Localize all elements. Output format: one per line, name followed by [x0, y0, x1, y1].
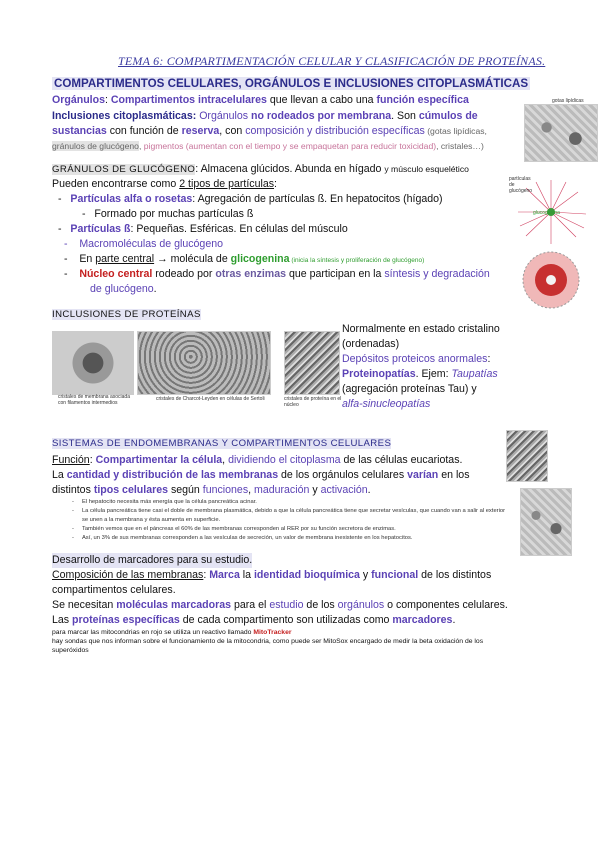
text: o componentes celulares. [384, 599, 508, 611]
bullet-dash: - [64, 268, 68, 280]
text: , con [219, 125, 246, 137]
image-caption: cristales de Charcot-Leyden en células de Sertoli [156, 396, 265, 402]
text: hay sondas que nos informan sobre el funcionamiento de la mitocondria, como puede ser MitoSox encargado de medir la beta oxidación de los [52, 638, 484, 645]
text: cúmulos de [418, 110, 478, 122]
text: sustancias [52, 125, 107, 137]
text: Marca [209, 569, 240, 581]
text: (gotas lipídicas, [424, 126, 487, 136]
text: según [168, 484, 203, 496]
text: Partículas alfa o rosetas [70, 193, 193, 205]
text: : Agregación de partículas ß. En hepatocitos (hígado) [192, 193, 443, 205]
text: glicogenina [230, 253, 290, 265]
text: : Pequeñas. Esféricas. En células del músculo [130, 223, 348, 235]
bullet-beta [58, 222, 348, 237]
bullet-dash: - [64, 238, 68, 250]
text: superóxidos [52, 647, 89, 654]
text: . [452, 614, 456, 626]
marcadores-label: Desarrollo de marcadores para su estudio. [52, 554, 253, 566]
text: Composición de las membranas [52, 569, 204, 581]
text: (inicia la síntesis y proliferación de glucógeno) [289, 257, 425, 264]
text: (ordenadas) [342, 338, 400, 350]
text: de los [303, 599, 338, 611]
text: Núcleo central [79, 268, 153, 280]
image-caption: cristales de membrana asociada con filamentos intermedios [58, 394, 130, 406]
text: moléculas marcadoras [116, 599, 232, 611]
text: Depósitos proteicos anormales [342, 353, 488, 365]
figure-label: glucogenina [533, 210, 560, 216]
text: La célula pancreática tiene casi el doble de membrana plasmática, debido a que la célula pancreática tiene que secretar vesículas, que cuando van a salir al exterior se unen a la membrana y ésta aumenta en superficie. [81, 508, 506, 523]
text: , cristales…) [436, 141, 484, 151]
text: de los orgánulos celulares [278, 469, 408, 481]
text: : [203, 569, 210, 581]
text: Partículas ß [70, 223, 131, 235]
bullet-parte-central [64, 252, 424, 268]
glucogeno-label: GRÁNULOS DE GLUCÓGENO [52, 164, 196, 175]
note-item: - Así, un 3% de sus membranas corresponden a las vesículas de secreción, un valor de membrana inexistente en los hepatocitos. [72, 535, 413, 541]
text: y [359, 569, 372, 581]
text: También vemos que en el páncreas el 60% de las membranas corresponden al RER por su función secretora de enzimas. [81, 526, 396, 532]
text: : [487, 353, 491, 365]
text: . [367, 484, 371, 496]
text: identidad bioquímica [253, 569, 360, 581]
text: Proteinopatías [342, 368, 416, 380]
text: Pueden encontrarse como [52, 178, 180, 190]
text: . [153, 283, 157, 295]
marcadores-text [52, 568, 522, 628]
text: funcional [371, 569, 419, 581]
text: Normalmente en estado cristalino [342, 323, 500, 335]
text: pigmentos (aumentan con el tiempo y se empaquetan para reducir toxicidad) [143, 141, 437, 151]
text: para el [231, 599, 270, 611]
text: Función [52, 454, 90, 466]
text: de cada compartimento son utilizadas como [179, 614, 393, 626]
text: que participan en la [286, 268, 385, 280]
text: y [309, 484, 321, 496]
text: de glucógeno [90, 283, 154, 295]
text: reserva [181, 125, 220, 137]
note-item: - El hepatocito necesita más energía que la célula pancreática acinar. [72, 499, 257, 505]
text: dividiendo el citoplasma [228, 454, 341, 466]
text: de las células eucariotas. [340, 454, 463, 466]
text: síntesis y degradación [384, 268, 490, 280]
charcot-leyden-image [137, 331, 271, 395]
text: , [248, 484, 255, 496]
bullet-dash: - [82, 208, 86, 220]
text: la [239, 569, 254, 581]
text: En [79, 253, 96, 265]
text: de los distintos [418, 569, 492, 581]
text: , [222, 454, 229, 466]
page-title: TEMA 6: COMPARTIMENTACIÓN CELULAR Y CLASIFICACIÓN DE PROTEÍNAS. [118, 54, 546, 68]
text: funciones [202, 484, 249, 496]
text: . Son [391, 110, 419, 122]
text: : [104, 94, 108, 106]
text: y músculo esquelético [384, 164, 469, 174]
text: tipos celulares [93, 484, 168, 496]
text: alfa-sinucleopatías [342, 398, 431, 410]
text: MitoTracker [253, 629, 292, 636]
figure-label: partículas de glucógeno [509, 176, 533, 194]
endomembranas-text [52, 453, 512, 498]
bullet-dash: - [58, 223, 62, 235]
text: Se necesitan [52, 599, 117, 611]
text: rodeado por [152, 268, 216, 280]
text: no rodeados por membrana [251, 110, 392, 122]
text: Formado por muchas partículas ß [94, 208, 254, 220]
text: 2 tipos de partículas [179, 178, 275, 190]
bullet-alfa [58, 192, 443, 207]
text: Así, un 3% de sus membranas corresponden a las vesículas de secreción, un valor de membrana inexistente en los hepatocitos. [81, 535, 413, 541]
text: maduración [254, 484, 310, 496]
figure-label: gotas lipídicas [552, 98, 584, 104]
text: El hepatocito necesita más energía que la célula pancreática acinar. [81, 499, 257, 505]
text: . Ejem: [415, 368, 452, 380]
text: composición y distribución específicas [245, 125, 425, 137]
text: , [138, 141, 144, 151]
text: Macromoléculas de glucógeno [79, 238, 224, 250]
text: distintos [52, 484, 94, 496]
bullet-dash: - [64, 253, 68, 265]
text: orgánulos [337, 599, 385, 611]
text: marcadores [392, 614, 453, 626]
text: (agregación proteínas Tau) y [342, 383, 477, 395]
nuclear-crystal-image [284, 331, 340, 395]
text: → molécula de [154, 253, 231, 265]
text: que llevan a cabo una [266, 94, 377, 106]
marcadores-notes [52, 628, 532, 655]
text: parte central [95, 253, 155, 265]
text: compartimentos celulares. [52, 584, 176, 596]
text: Taupatías [451, 368, 498, 380]
hepatocyte-image [506, 430, 548, 482]
organulos-line [52, 93, 469, 108]
note-item: - La célula pancreática tiene casi el doble de membrana plasmática, debido a que la célula pancreática tiene que secretar vesículas, que cuando van a salir al exterior se unen a la membrana y ésta aumenta en superficie. [72, 507, 512, 525]
endomembranas-label: SISTEMAS DE ENDOMEMBRANAS Y COMPARTIMENTOS CELULARES [52, 438, 392, 449]
section-header-compartimentos: COMPARTIMENTOS CELULARES, ORGÁNULOS E INCLUSIONES CITOPLASMÁTICAS [54, 77, 529, 90]
text: Orgánulos [196, 110, 252, 122]
text: Compartimentos intracelulares [110, 94, 267, 106]
organulos-label: Orgánulos [52, 94, 105, 106]
lipid-droplets-image [524, 104, 598, 162]
text: : [89, 454, 96, 466]
text: Compartimentar la célula [95, 454, 223, 466]
text: Las [52, 614, 73, 626]
protein-crystal-image [52, 331, 134, 395]
text: función específica [376, 94, 469, 106]
text: activación [320, 484, 368, 496]
text: proteínas específicas [72, 614, 180, 626]
text: con función de [106, 125, 182, 137]
bullet-formado [82, 207, 253, 222]
text: cantidad y distribución de las membranas [66, 469, 279, 481]
text: gránulos de glucógeno [52, 141, 139, 151]
bullet-dash: - [58, 193, 62, 205]
text: : [274, 178, 277, 190]
inclusiones-label: Inclusiones citoplasmáticas: [52, 110, 197, 122]
text: estudio [269, 599, 304, 611]
image-caption: cristales de proteína en el núcleo [284, 396, 342, 408]
text: otras enzimas [215, 268, 287, 280]
pancreatic-cell-image [520, 488, 572, 556]
text: La [52, 469, 67, 481]
glucogeno-block [52, 162, 522, 192]
bullet-macro [64, 237, 223, 252]
endomembranas-notes [72, 498, 512, 543]
text: varían [407, 469, 439, 481]
text: para marcar las mitocondrias en rojo se utiliza un reactivo llamado [52, 629, 254, 636]
inclusiones-proteinas-label: INCLUSIONES DE PROTEÍNAS [52, 309, 201, 320]
note-item: - También vemos que en el páncreas el 60% de las membranas corresponden al RER por su función secretora de enzimas. [72, 526, 396, 532]
text: en los [438, 469, 470, 481]
text: : Almacena glúcidos. Abunda en hígado [195, 163, 385, 175]
inclusiones-proteinas-text [342, 322, 522, 412]
bullet-nucleo [64, 267, 524, 297]
inclusiones-paragraph [52, 109, 507, 154]
